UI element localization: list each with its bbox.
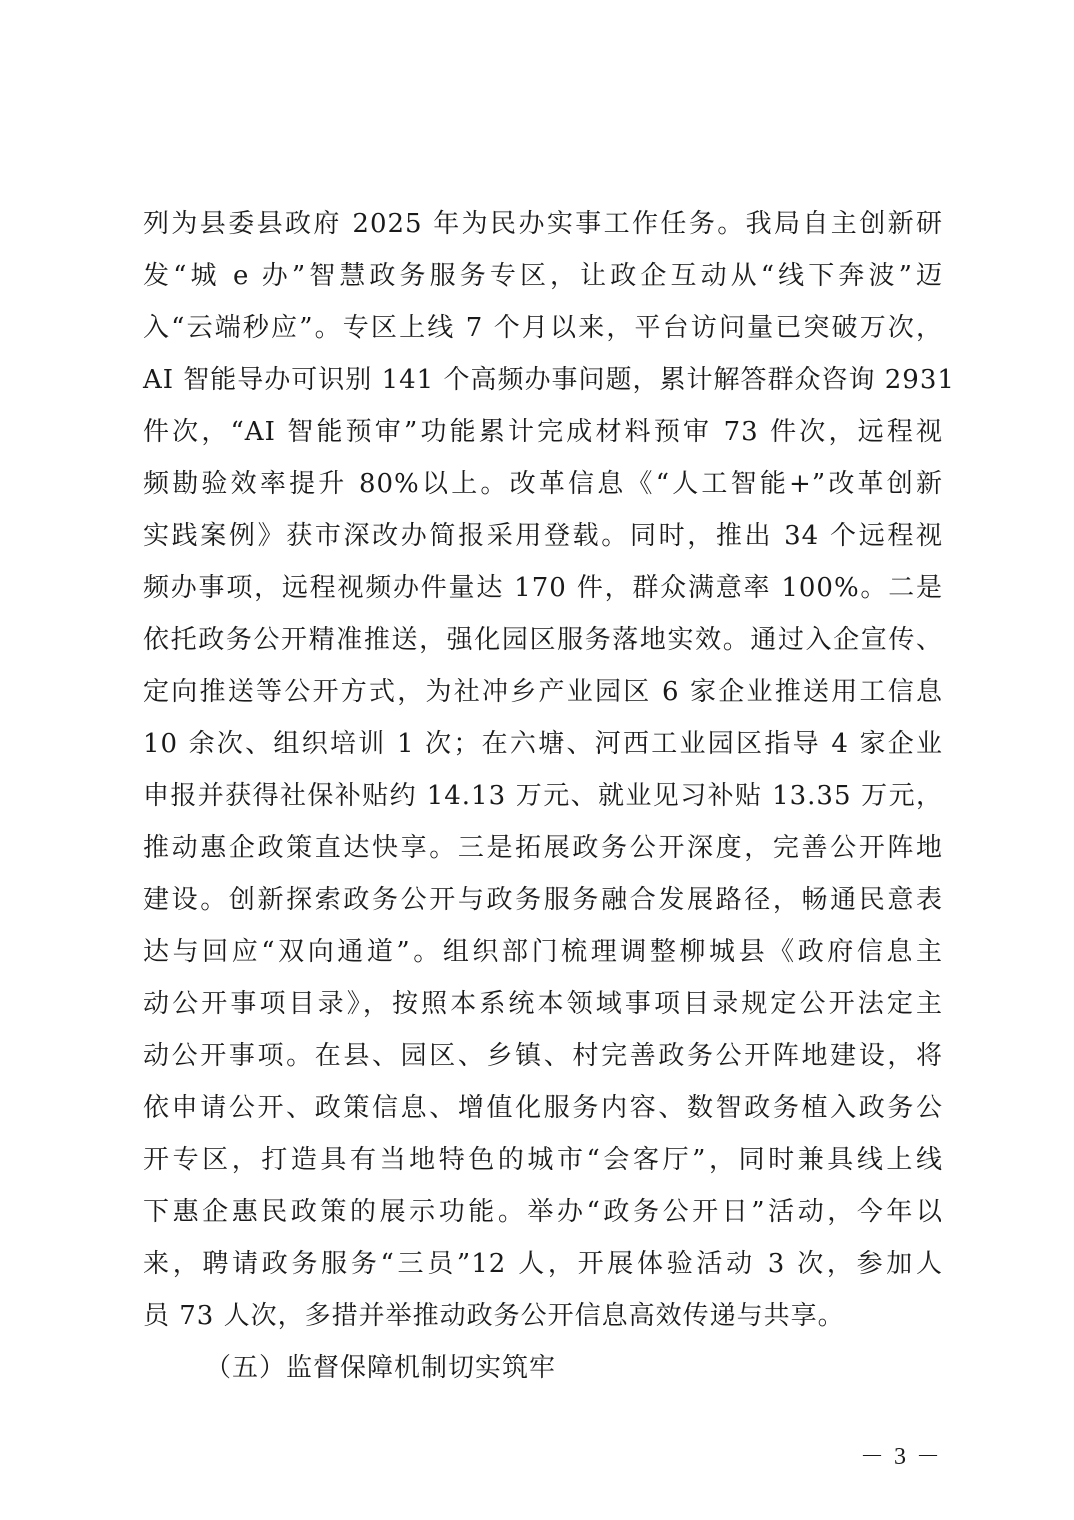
- text-line: 列为县委县政府 2025 年为民办实事工作任务。我局自主创新研: [143, 209, 943, 239]
- text-line: 开专区，打造具有当地特色的城市“会客厅”，同时兼具线上线: [143, 1145, 943, 1175]
- section-heading: （五）监督保障机制切实筑牢: [205, 1353, 557, 1383]
- text-line: 入“云端秒应”。专区上线 7 个月以来，平台访问量已突破万次，: [143, 313, 943, 343]
- text-line: AI 智能导办可识别 141 个高频办事问题，累计解答群众咨询 2931: [143, 365, 955, 395]
- text-line: 下惠企惠民政策的展示功能。举办“政务公开日”活动，今年以: [143, 1197, 943, 1227]
- text-line: 来，聘请政务服务“三员”12 人，开展体验活动 3 次，参加人: [143, 1249, 943, 1279]
- page-number: － 3 －: [860, 1444, 942, 1470]
- text-line: 动公开事项目录》，按照本系统本领域事项目录规定公开法定主: [143, 989, 943, 1019]
- text-line: 定向推送等公开方式，为社冲乡产业园区 6 家企业推送用工信息: [143, 677, 943, 707]
- text-line: 依托政务公开精准推送，强化园区服务落地实效。通过入企宣传、: [143, 625, 943, 655]
- text-line: 发“城 e 办”智慧政务服务专区，让政企互动从“线下奔波”迈: [143, 261, 943, 291]
- text-line: 10 余次、组织培训 1 次；在六塘、河西工业园区指导 4 家企业: [143, 729, 943, 759]
- text-line: 动公开事项。在县、园区、乡镇、村完善政务公开阵地建设，将: [143, 1041, 943, 1071]
- text-line: 频办事项，远程视频办件量达 170 件，群众满意率 100%。二是: [143, 573, 943, 603]
- text-line: 依申请公开、政策信息、增值化服务内容、数智政务植入政务公: [143, 1093, 943, 1123]
- text-line: 达与回应“双向通道”。组织部门梳理调整柳城县《政府信息主: [143, 937, 943, 967]
- text-line: 频勘验效率提升 80%以上。改革信息《“人工智能+”改革创新: [143, 469, 943, 499]
- text-line: 申报并获得社保补贴约 14.13 万元、就业见习补贴 13.35 万元，: [143, 781, 943, 811]
- text-line: 建设。创新探索政务公开与政务服务融合发展路径，畅通民意表: [143, 885, 943, 915]
- text-line: 实践案例》获市深改办简报采用登载。同时，推出 34 个远程视: [143, 521, 943, 551]
- text-line: 件次，“AI 智能预审”功能累计完成材料预审 73 件次，远程视: [143, 417, 943, 447]
- text-line: 员 73 人次，多措并举推动政务公开信息高效传递与共享。: [143, 1301, 845, 1331]
- text-line: 推动惠企政策直达快享。三是拓展政务公开深度，完善公开阵地: [143, 833, 943, 863]
- body-text: [143, 198, 955, 1394]
